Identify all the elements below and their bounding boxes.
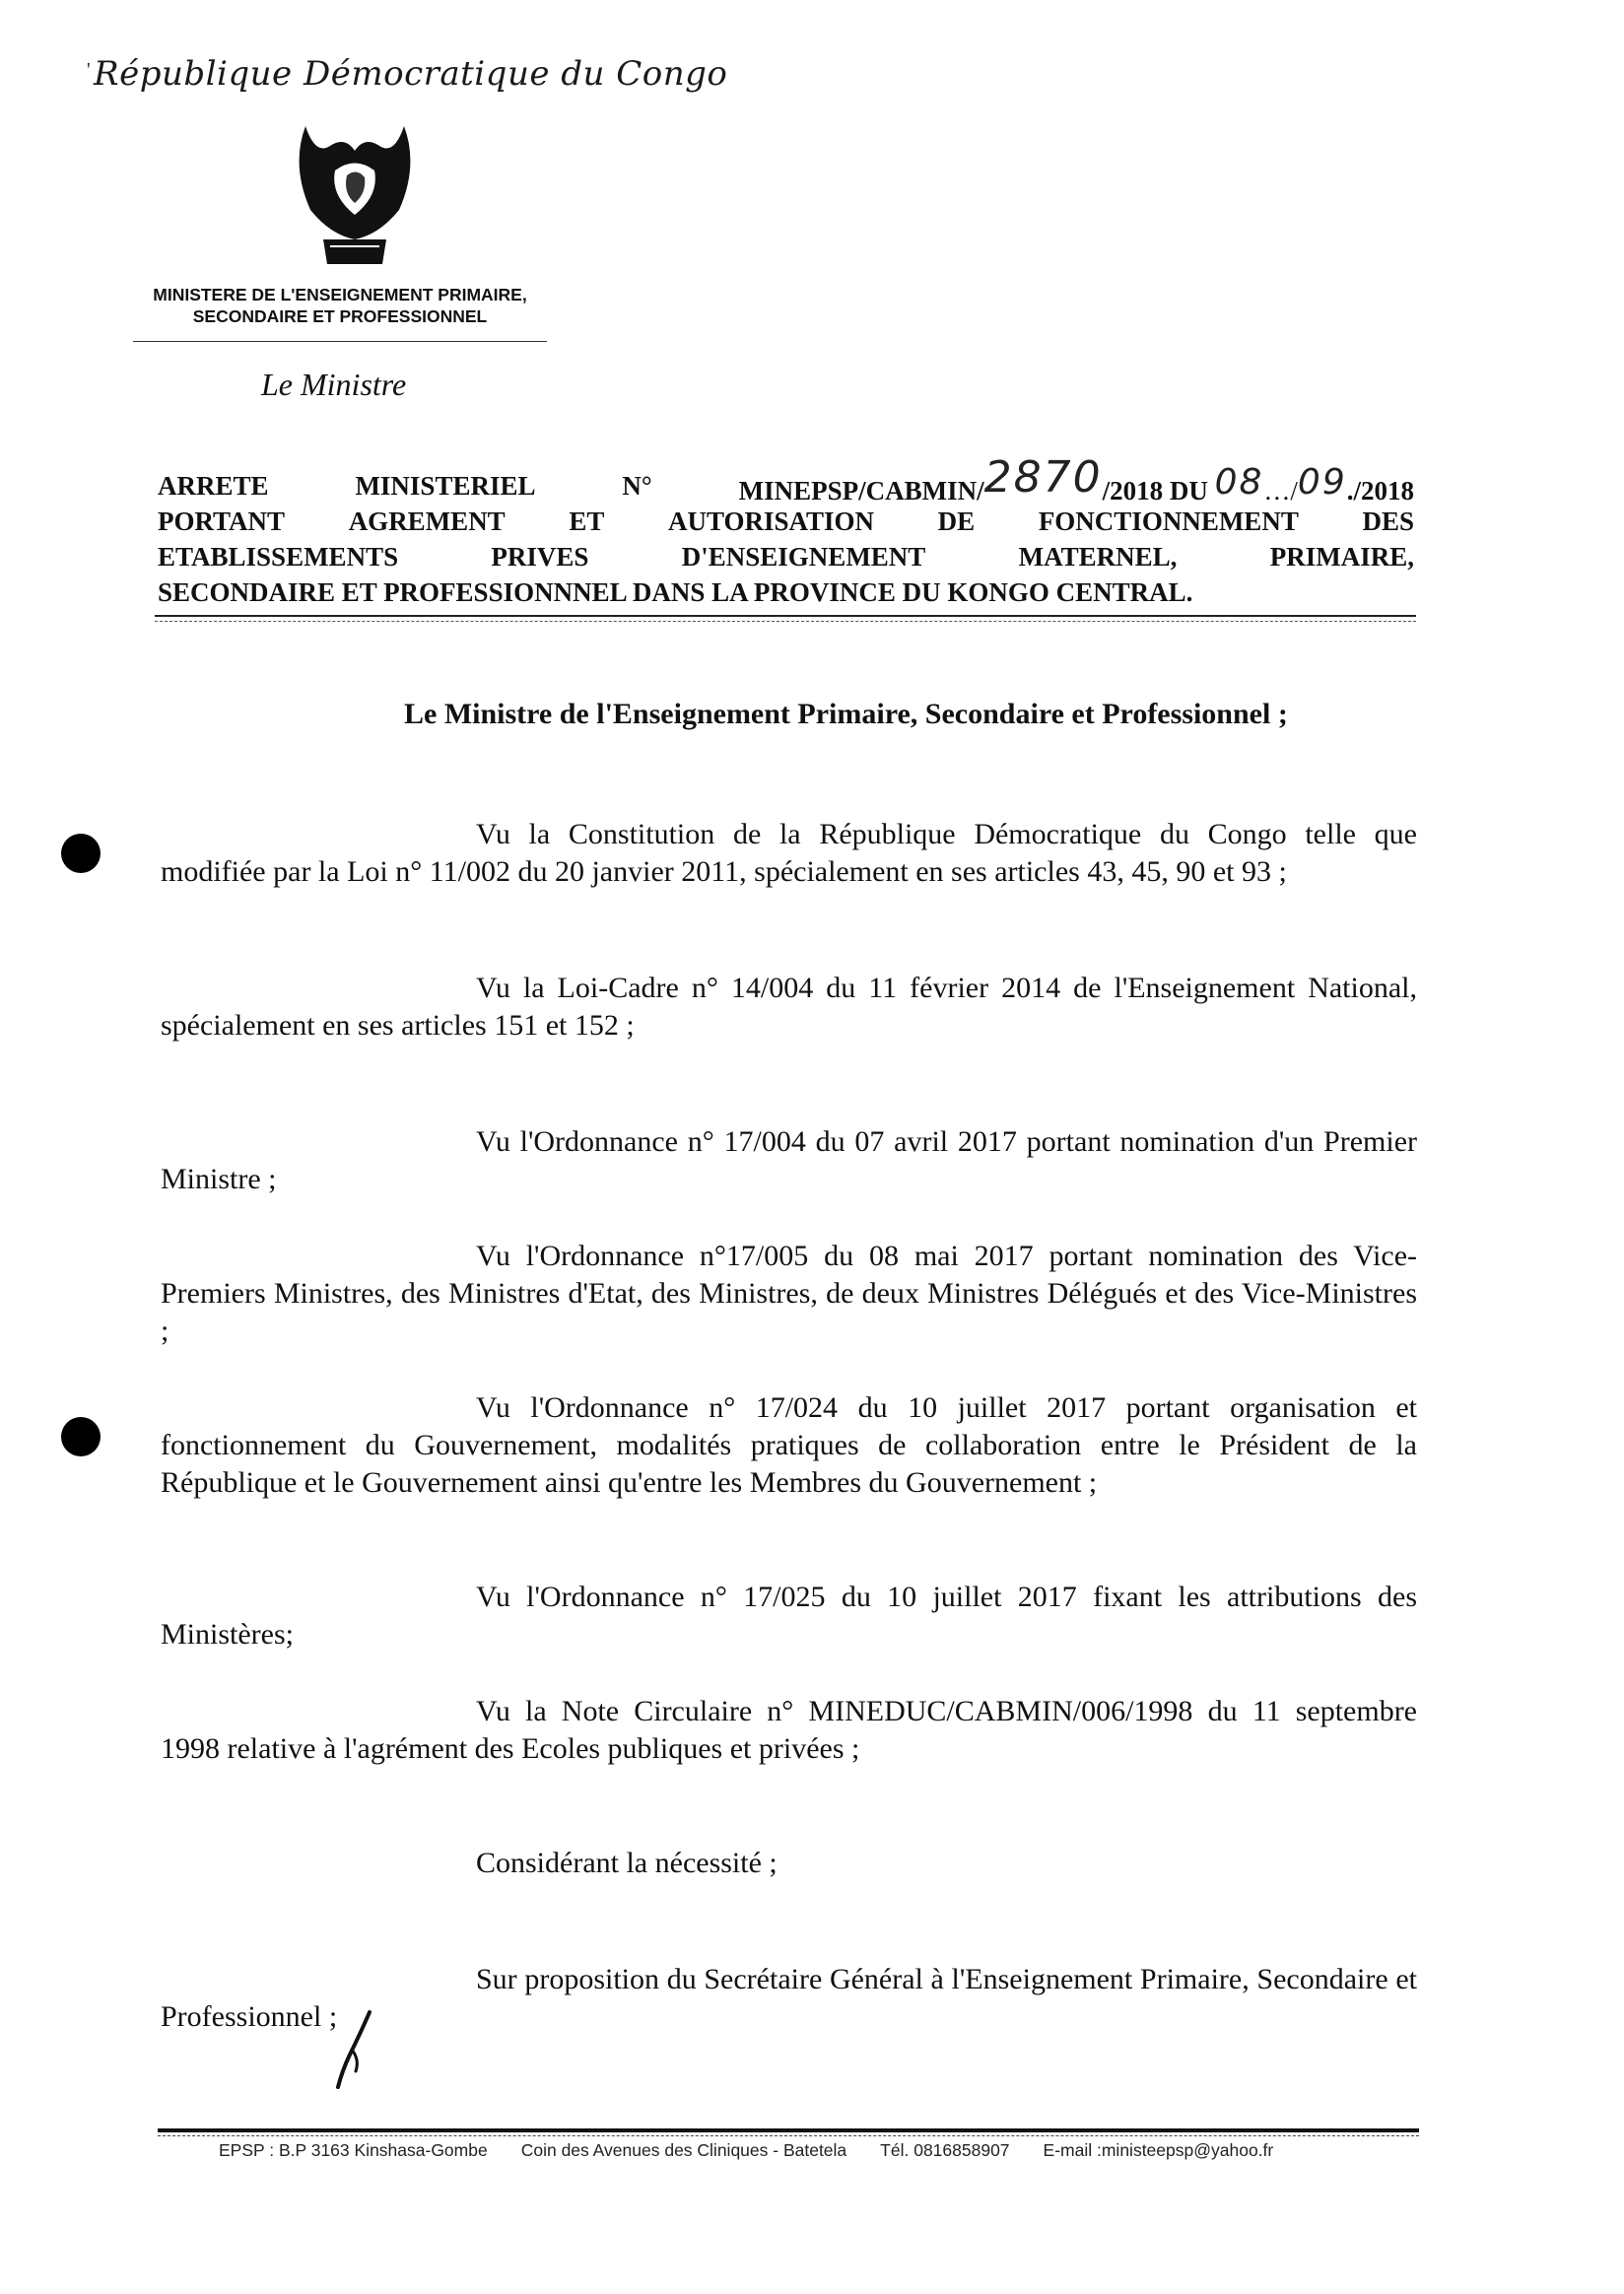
footer-rule-dashed (158, 2135, 1419, 2136)
ministry-line-1: MINISTERE DE L'ENSEIGNEMENT PRIMAIRE, (153, 285, 527, 304)
arrete-word: MATERNEL, (1018, 542, 1178, 572)
arrete-ref-prefix: MINEPSP/CABMIN/ (738, 476, 984, 506)
footer-street: Coin des Avenues des Cliniques - Batetela (520, 2140, 847, 2160)
arrete-word: FONCTIONNEMENT (1038, 506, 1299, 536)
considerant-ordonnance-2 (161, 1238, 1417, 1350)
footer-rule (158, 2128, 1419, 2132)
arrete-line-2 (158, 504, 1414, 539)
tick-mark: ' (87, 59, 91, 81)
arrete-year-du: /2018 DU (1102, 476, 1208, 506)
signatory-heading: Le Ministre (261, 367, 407, 402)
arrete-underline (155, 615, 1416, 617)
handwritten-month: 09 (1297, 462, 1347, 503)
initial-signature-mark (330, 2010, 379, 2089)
minister-title: Le Ministre de l'Enseignement Primaire, Secondaire et Professionnel ; (404, 698, 1288, 730)
paragraph-text: Vu l'Ordonnance n° 17/025 du 10 juillet 2017 fixant les attributions des Ministères; (161, 1581, 1417, 1651)
arrete-word: PRIVES (491, 542, 589, 572)
arrete-word: PRIMAIRE, (1269, 542, 1414, 572)
ministry-line-2: SECONDAIRE ET PROFESSIONNEL (192, 306, 488, 326)
arrete-line-3 (158, 539, 1414, 574)
date-tail: ./2018 (1346, 476, 1414, 506)
arrete-word: ETABLISSEMENTS (158, 542, 399, 572)
footer-address: EPSP : B.P 3163 Kinshasa-Gombe (219, 2140, 488, 2160)
arrete-ref (738, 452, 1414, 506)
punch-hole-mark (61, 1417, 101, 1456)
paragraph-text: Vu la Constitution de la République Démocratique du Congo telle que modifiée par la Loi n° 11/002 du 20 janvier 2011, spécialement en ses articles 43, 45, 90 et 93 ; (161, 818, 1417, 888)
handwritten-day: 08 (1214, 462, 1264, 503)
considerant-ordonnance-3 (161, 1389, 1417, 1502)
handwritten-number: 2870 (983, 452, 1103, 503)
considerant-necessite (161, 1845, 1417, 1882)
paragraph-text: Vu la Note Circulaire n° MINEDUC/CABMIN/006/1998 du 11 septembre 1998 relative à l'agrément des Ecoles publiques et privées ; (161, 1695, 1417, 1765)
paragraph-text: Vu l'Ordonnance n°17/005 du 08 mai 2017 portant nomination des Vice-Premiers Ministres, des Ministres d'Etat, des Ministres, de deux Ministres Délégués et des Vice-Ministres ; (161, 1240, 1417, 1347)
arrete-word: AGREMENT (348, 506, 506, 536)
punch-hole-mark (61, 834, 101, 873)
arrete-word: AUTORISATION (667, 506, 875, 536)
coat-of-arms-emblem (286, 116, 424, 274)
arrete-word: ARRETE (158, 471, 269, 501)
considerant-ordonnance-4 (161, 1579, 1417, 1653)
considerant-note-circulaire (161, 1693, 1417, 1768)
arrete-line-4: SECONDAIRE ET PROFESSIONNNEL DANS LA PROVINCE DU KONGO CENTRAL. (158, 577, 1193, 607)
footer-email: E-mail :ministeepsp@yahoo.fr (1043, 2140, 1274, 2160)
ministry-divider (133, 341, 547, 342)
paragraph-text: Vu la Loi-Cadre n° 14/004 du 11 février 2014 de l'Enseignement National, spécialement en ses articles 151 et 152 ; (161, 972, 1417, 1042)
arrete-word: PORTANT (158, 506, 286, 536)
arrete-word: DES (1362, 506, 1414, 536)
footer-phone: Tél. 0816858907 (880, 2140, 1010, 2160)
paragraph-text: Vu l'Ordonnance n° 17/004 du 07 avril 2017 portant nomination d'un Premier Ministre ; (161, 1125, 1417, 1195)
arrete-word: MINISTERIEL (355, 471, 536, 501)
paragraph-text: Sur proposition du Secrétaire Général à l'Enseignement Primaire, Secondaire et Professionnel ; (161, 1963, 1417, 2033)
arrete-word: N° (622, 471, 652, 501)
footer-contact (219, 2140, 1401, 2161)
arrete-underline-dashed (155, 621, 1416, 622)
arrete-word: D'ENSEIGNEMENT (681, 542, 926, 572)
paragraph-text: Considérant la nécessité ; (476, 1847, 778, 1879)
considerant-ordonnance-1 (161, 1123, 1417, 1198)
arrete-line-1 (158, 452, 1414, 506)
arrete-word: DE (937, 506, 976, 536)
paragraph-text: Vu l'Ordonnance n° 17/024 du 10 juillet 2017 portant organisation et fonctionnement du Gouvernement, modalités pratiques de collaboration entre le Président de la République et le Gouvernement ainsi qu'entre les Membres du Gouvernement ; (161, 1391, 1417, 1499)
date-separator: …/ (1263, 476, 1298, 506)
ministry-name (118, 284, 562, 327)
considerant-constitution (161, 816, 1417, 891)
arrete-word: ET (569, 506, 605, 536)
considerant-loi-cadre (161, 970, 1417, 1045)
arrete-heading (158, 452, 1414, 610)
country-title: République Démocratique du Congo (94, 54, 728, 94)
